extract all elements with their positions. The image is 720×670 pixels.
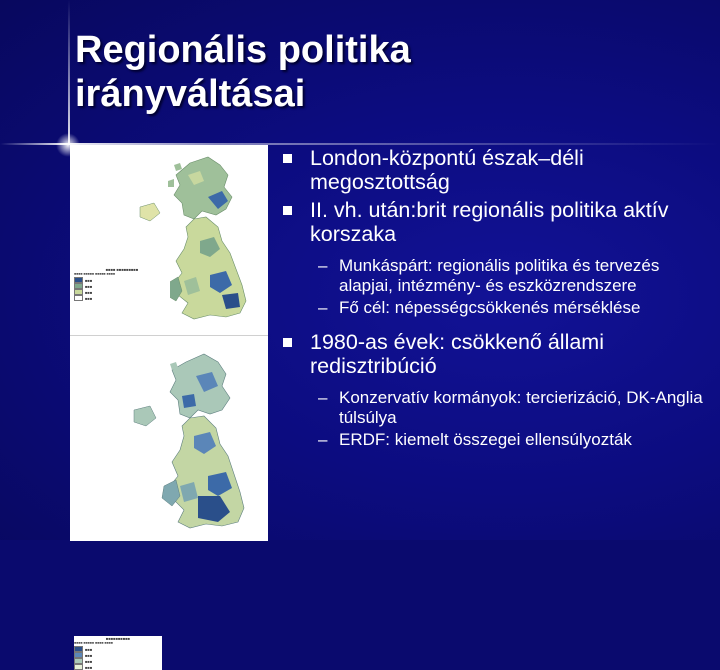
sub-bullet-item: [280, 430, 716, 450]
bullet-text: II. vh. után:brit regionális politika aktív korszaka: [310, 198, 669, 246]
dash-icon: –: [318, 430, 328, 449]
sub-bullet-item: [280, 388, 716, 428]
map-legend-top: ■■■■ ■■■■■■■■■ ■■■■ ■■■■■ ■■■■■ ■■■■ ■■■ ■■■ ■■■ ■■■: [74, 267, 170, 301]
bullet-list: [280, 146, 716, 462]
bullet-item: [280, 146, 716, 194]
dash-icon: –: [318, 388, 328, 407]
sub-bullet-text: Fő cél: népességcsökkenés mérséklése: [339, 298, 641, 317]
square-bullet-icon: [283, 338, 292, 347]
sub-bullet-list: [280, 388, 716, 450]
uk-map-bottom: [70, 335, 268, 670]
sub-bullet-text: ERDF: kiemelt összegei ellensúlyozták: [339, 430, 632, 449]
sub-bullet-text: Munkáspárt: regionális politika és tervezés alapjai, intézmény- és eszközrendszere: [339, 256, 660, 295]
bullet-text: 1980-as évek: csökkenő állami redisztribúció: [310, 330, 604, 378]
square-bullet-icon: [283, 206, 292, 215]
sub-bullet-list: [280, 256, 716, 318]
title-line-1: Regionális politika: [75, 29, 411, 71]
sub-bullet-text: Konzervatív kormányok: tercierizáció, DK-Anglia túlsúlya: [339, 388, 703, 427]
map-legend-bottom: ■■■■■■■■■■ ■■■■ ■■■■■ ■■■■ ■■■■ ■■■ ■■■ ■■■ ■■■: [74, 636, 162, 670]
bullet-item: [280, 198, 716, 246]
uk-map-top: [70, 145, 268, 335]
sub-bullet-item: [280, 256, 716, 296]
sub-bullet-item: [280, 298, 716, 318]
dash-icon: –: [318, 298, 328, 317]
slide-title: [75, 28, 411, 116]
square-bullet-icon: [283, 154, 292, 163]
map-images: [70, 145, 268, 670]
bullet-item: [280, 330, 716, 378]
title-line-2: irányváltásai: [75, 73, 306, 115]
dash-icon: –: [318, 256, 328, 275]
bullet-text: London-központú észak–déli megosztottság: [310, 146, 584, 194]
decorative-vertical-line: [68, 0, 70, 145]
